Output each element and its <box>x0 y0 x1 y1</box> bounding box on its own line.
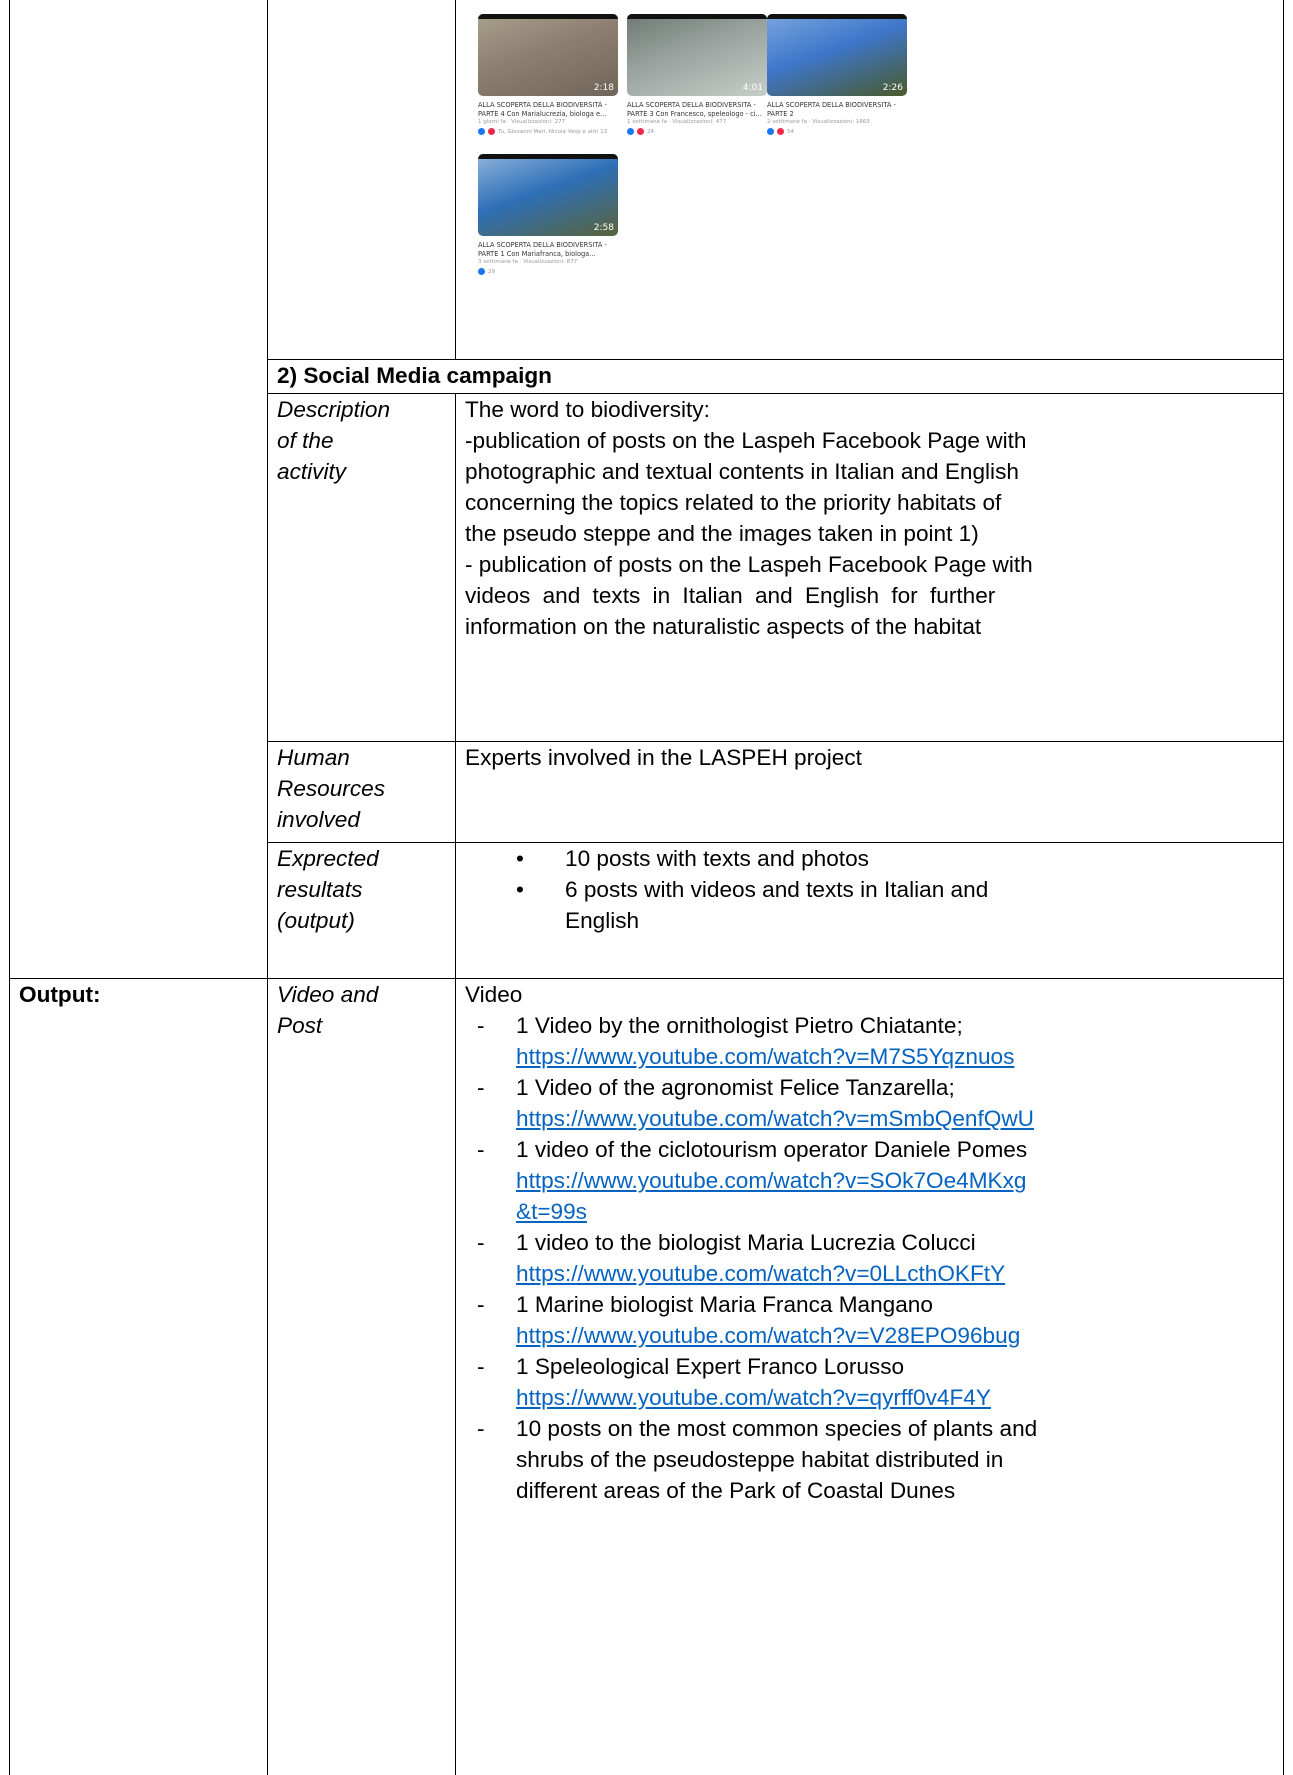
youtube-link[interactable]: https://www.youtube.com/watch?v=mSmbQenfQwU <box>516 1106 1034 1131</box>
video-meta: 1 settimana fa · Visualizzazioni: 477 <box>627 119 727 125</box>
reaction-count: 24 <box>647 128 654 135</box>
table-border-left <box>9 0 10 1775</box>
list-item: - 1 video of the ciclotourism operator Daniele Pomes https://www.youtube.com/watch?v=SOk7Oe4MKxg &t=99s <box>477 1137 1028 1224</box>
reaction-count: 29 <box>488 268 495 275</box>
list-item: - 1 Speleological Expert Franco Lorusso https://www.youtube.com/watch?v=qyrff0v4F4Y <box>477 1354 991 1410</box>
video-duration: 2:58 <box>593 223 614 233</box>
thumbnail-top-bar <box>478 154 618 159</box>
youtube-link[interactable]: https://www.youtube.com/watch?v=M7S5Yqznuos <box>516 1044 1015 1069</box>
video-thumbnail[interactable] <box>627 14 767 96</box>
video-title[interactable]: ALLA SCOPERTA DELLA BIODIVERSITÀ - PARTE 2 <box>767 101 896 118</box>
video-card[interactable] <box>627 14 767 135</box>
video-and-post-label: Video and Post <box>277 982 379 1038</box>
table-col-divider-2b <box>455 393 456 1775</box>
video-heading: Video <box>465 982 523 1007</box>
video-title[interactable]: ALLA SCOPERTA DELLA BIODIVERSITÀ - PARTE 3 Con Francesco, speleologo - ci... <box>627 101 762 118</box>
facebook-video-grid <box>470 6 950 306</box>
thumbnail-top-bar <box>478 14 618 19</box>
reactions <box>478 128 618 135</box>
section-heading: 2) Social Media campaign <box>277 363 552 388</box>
like-icon <box>767 128 774 135</box>
video-card[interactable] <box>767 14 907 135</box>
video-meta: 1 giorni fa · Visualizzazioni: 277 <box>478 119 566 125</box>
video-duration: 2:26 <box>882 83 903 93</box>
list-item: - 1 Marine biologist Maria Franca Mangano https://www.youtube.com/watch?v=V28EPO96bug <box>477 1292 1021 1348</box>
video-card[interactable] <box>478 154 618 275</box>
video-list <box>465 979 1273 1506</box>
expected-results-label: Exprected resultats (output) <box>277 846 379 933</box>
video-title[interactable]: ALLA SCOPERTA DELLA BIODIVERSITÀ - PARTE 4 Con Marialucrezia, biologa e... <box>478 101 607 118</box>
youtube-link[interactable]: https://www.youtube.com/watch?v=0LLcthOKFtY <box>516 1261 1006 1286</box>
video-duration: 4:01 <box>742 83 763 93</box>
like-icon <box>478 128 485 135</box>
reactions <box>478 268 618 275</box>
reaction-count: 54 <box>787 128 794 135</box>
list-item: - 1 Video of the agronomist Felice Tanzarella; https://www.youtube.com/watch?v=mSmbQenfQwU <box>477 1075 1034 1131</box>
thumbnail-top-bar <box>627 14 767 19</box>
video-thumbnail[interactable] <box>478 154 618 236</box>
love-icon <box>777 128 784 135</box>
video-thumbnail[interactable] <box>478 14 618 96</box>
video-duration: 2:18 <box>593 83 614 93</box>
reaction-count: Tu, Giovanni Mari, Nicola Vesp e altri 13 <box>498 128 608 135</box>
table-col-divider-1 <box>267 0 268 1775</box>
table-border-right <box>1283 0 1284 1775</box>
description-label: Description of the activity <box>277 397 391 484</box>
youtube-link[interactable]: https://www.youtube.com/watch?v=SOk7Oe4MKxg <box>516 1168 1027 1193</box>
video-title[interactable]: ALLA SCOPERTA DELLA BIODIVERSITÀ - PARTE 1 Con Mariafranca, biologa... <box>478 241 607 258</box>
youtube-link[interactable]: https://www.youtube.com/watch?v=qyrff0v4F4Y <box>516 1385 991 1410</box>
list-item: - 10 posts on the most common species of plants and shrubs of the pseudosteppe habitat distributed in different areas of the Park of Coastal Dunes <box>477 1416 1038 1503</box>
like-icon <box>627 128 634 135</box>
description-text: The word to biodiversity: -publication of posts on the Laspeh Facebook Page with photographic and textual contents in Italian and English concerning the topics related to the priority habitats of the pseudo steppe and the images taken in point 1) - publication of posts on the Laspeh Facebook Page with videos and texts in Italian and English for further information on the naturalistic aspects of the habitat <box>465 397 1033 639</box>
human-resources-value: Experts involved in the LASPEH project <box>465 745 862 770</box>
list-item: • 10 posts with texts and photos <box>516 846 869 871</box>
list-item: - 1 video to the biologist Maria Lucrezia Colucci https://www.youtube.com/watch?v=0LLcthOKFtY <box>477 1230 1006 1286</box>
list-item: • 6 posts with videos and texts in Italian and English <box>516 877 989 933</box>
thumbnail-top-bar <box>767 14 907 19</box>
reactions <box>767 128 907 135</box>
video-meta: 2 settimane fa · Visualizzazioni: 1663 <box>767 119 870 125</box>
reactions <box>627 128 767 135</box>
video-meta: 3 settimane fa · Visualizzazioni: 877 <box>478 259 578 265</box>
expected-results-list <box>465 843 1273 936</box>
like-icon <box>478 268 485 275</box>
list-item: - 1 Video by the ornithologist Pietro Chiatante; https://www.youtube.com/watch?v=M7S5Yqznuos <box>477 1013 1015 1069</box>
video-card[interactable] <box>478 14 618 135</box>
video-thumbnail[interactable] <box>767 14 907 96</box>
table-col-divider-2 <box>455 0 456 359</box>
youtube-link-continued[interactable]: &t=99s <box>516 1199 587 1224</box>
human-resources-label: Human Resources involved <box>277 745 385 832</box>
output-label: Output: <box>19 982 101 1007</box>
love-icon <box>637 128 644 135</box>
youtube-link[interactable]: https://www.youtube.com/watch?v=V28EPO96bug <box>516 1323 1021 1348</box>
love-icon <box>488 128 495 135</box>
